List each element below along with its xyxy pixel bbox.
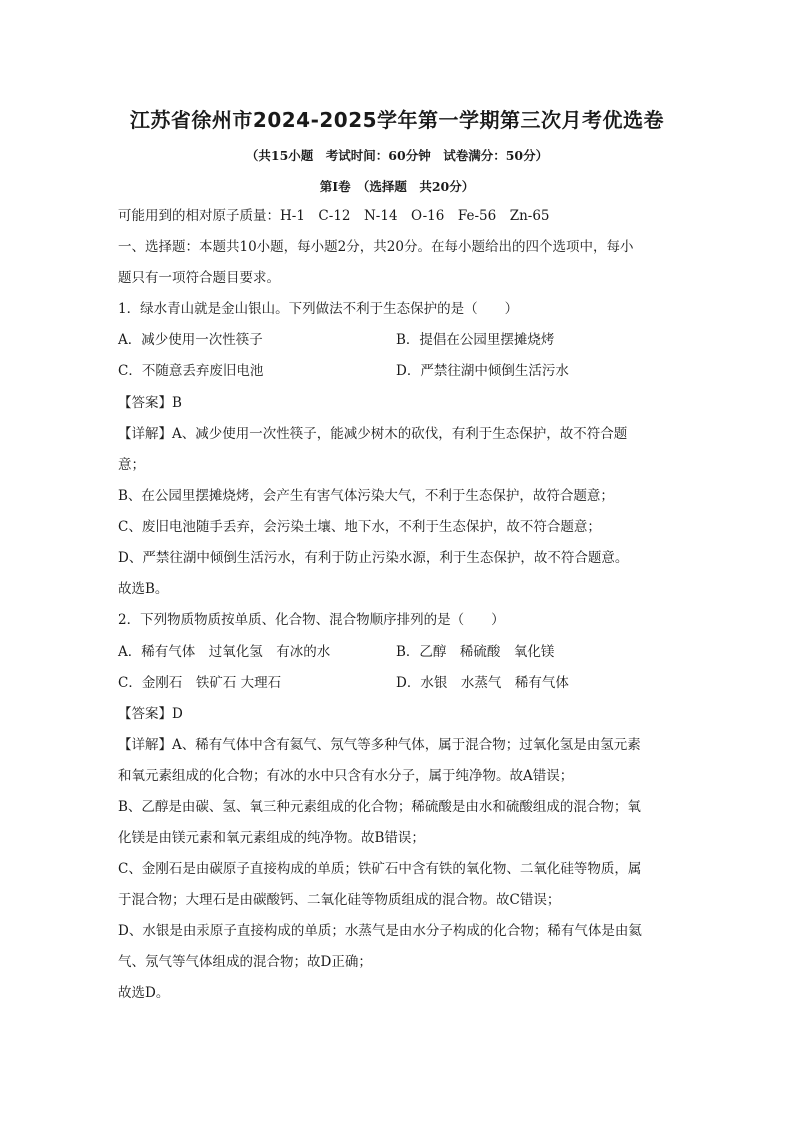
question-2-option-a: A．稀有气体 过氧化氢 有冰的水 [118, 644, 331, 660]
question-1-explanation-line: D、严禁往湖中倾倒生活污水，有利于防止污染水源，利于生态保护，故不符合题意。 [118, 550, 629, 566]
question-2-explanation-line: 和氧元素组成的化合物；有冰的水中只含有水分子，属于纯净物。故A错误； [118, 768, 574, 784]
question-1-answer: 【答案】B [118, 395, 182, 411]
exam-title: 江苏省徐州市2024-2025学年第一学期第三次月考优选卷 [129, 108, 665, 132]
question-1-option-d: D．严禁往湖中倾倒生活污水 [396, 363, 569, 379]
question-2-stem: 2．下列物质物质按单质、化合物、混合物顺序排列的是（ ） [118, 612, 505, 628]
question-2-explanation-line: 故选D。 [118, 985, 170, 1001]
section-instructions-line2: 题只有一项符合题目要求。 [118, 270, 280, 286]
question-1-option-b: B．提倡在公园里摆摊烧烤 [396, 332, 555, 348]
exam-subtitle: （共15小题 考试时间：60分钟 试卷满分：50分） [245, 148, 549, 163]
question-2-explanation-line: 气、氖气等气体组成的混合物；故D正确； [118, 954, 372, 970]
relative-atomic-masses: 可能用到的相对原子质量：H-1 C-12 N-14 O-16 Fe-56 Zn-65 [118, 208, 550, 224]
question-2-explanation-line: 化镁是由镁元素和氧元素组成的纯净物。故B错误； [118, 830, 425, 846]
question-1-explanation-line: 意； [118, 457, 145, 473]
question-2-explanation-line: 于混合物；大理石是由碳酸钙、二氧化硅等物质组成的混合物。故C错误； [118, 892, 561, 908]
question-2-explanation-line: D、水银是由汞原子直接构成的单质；水蒸气是由水分子构成的化合物；稀有气体是由氦 [118, 923, 642, 939]
question-1-explanation-line: 【详解】A、减少使用一次性筷子，能减少树木的砍伐，有利于生态保护，故不符合题 [118, 426, 628, 442]
question-2-option-c: C．金刚石 铁矿石 大理石 [118, 675, 282, 691]
question-2-answer: 【答案】D [118, 706, 183, 722]
section-instructions-line1: 一、选择题：本题共10小题，每小题2分，共20分。在每小题给出的四个选项中，每小 [118, 239, 634, 255]
question-2-explanation-line: B、乙醇是由碳、氢、氧三种元素组成的化合物；稀硫酸是由水和硫酸组成的混合物；氧 [118, 799, 641, 815]
question-2-option-b: B．乙醇 稀硫酸 氧化镁 [396, 644, 555, 660]
question-1-stem: 1．绿水青山就是金山银山。下列做法不利于生态保护的是（ ） [118, 301, 519, 317]
question-1-explanation-line: B、在公园里摆摊烧烤，会产生有害气体污染大气，不利于生态保护，故符合题意； [118, 488, 614, 504]
question-1-option-c: C．不随意丢弃废旧电池 [118, 363, 264, 379]
question-1-explanation-line: C、废旧电池随手丢弃，会污染土壤、地下水，不利于生态保护，故不符合题意； [118, 519, 601, 535]
part-heading: 第Ⅰ卷 （选择题 共20分） [319, 179, 475, 194]
question-1-explanation-line: 故选B。 [118, 581, 169, 597]
question-2-explanation-line: 【详解】A、稀有气体中含有氦气、氖气等多种气体，属于混合物；过氧化氢是由氢元素 [118, 737, 641, 753]
question-2-explanation-line: C、金刚石是由碳原子直接构成的单质；铁矿石中含有铁的氧化物、二氧化硅等物质，属 [118, 861, 642, 877]
question-1-option-a: A．减少使用一次性筷子 [118, 332, 263, 348]
question-2-option-d: D．水银 水蒸气 稀有气体 [396, 675, 569, 691]
